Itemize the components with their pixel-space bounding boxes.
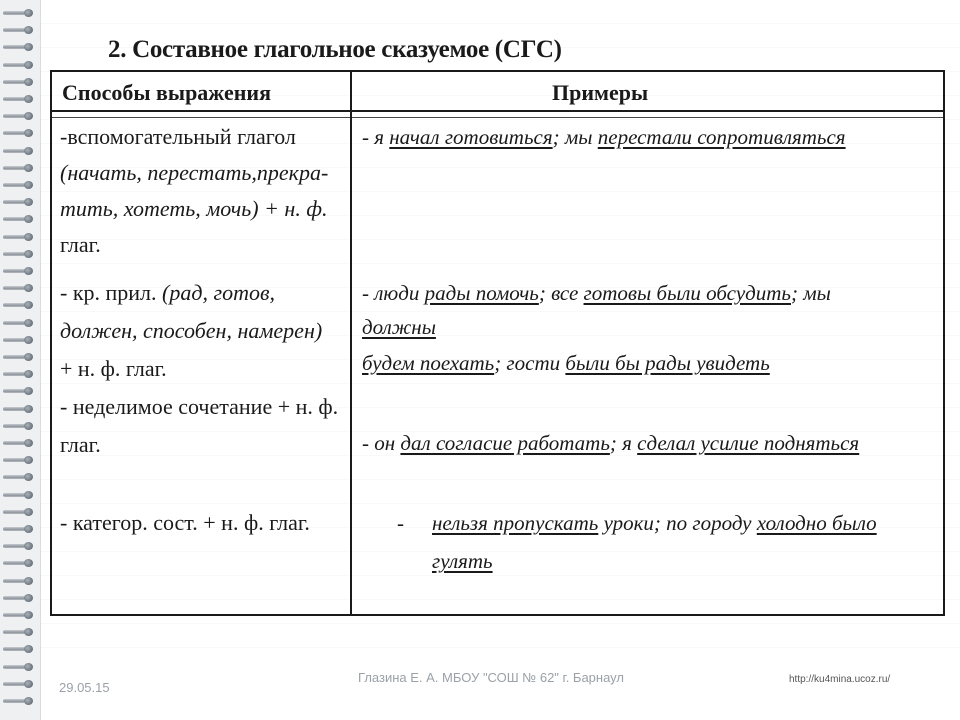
example-line-3 bbox=[362, 312, 436, 342]
method-line-1: -вспомогательный глагол bbox=[60, 124, 296, 149]
footer-author: Глазина Е. А. МБОУ "СОШ № 62" г. Барнаул bbox=[358, 670, 624, 685]
ring-wire bbox=[3, 475, 25, 479]
ring-wire bbox=[3, 114, 25, 118]
header-methods: Способы выражения bbox=[62, 80, 271, 105]
binding-ring bbox=[3, 696, 37, 706]
ring-hole bbox=[24, 456, 33, 464]
ring-wire bbox=[3, 441, 25, 445]
ring-hole bbox=[24, 61, 33, 69]
method-line-3-text: тить, хотеть, мочь) + н. ф. bbox=[60, 196, 328, 221]
ring-wire bbox=[3, 510, 25, 514]
method-line-5 bbox=[60, 278, 275, 308]
example-predicate: холодно было bbox=[756, 511, 877, 535]
ring-wire bbox=[3, 321, 25, 325]
ring-hole bbox=[24, 181, 33, 189]
method-line-9: глаг. bbox=[60, 432, 101, 457]
ring-hole bbox=[24, 439, 33, 447]
binding-ring bbox=[3, 25, 37, 35]
method-line-8: - неделимое сочетание + н. ф. bbox=[60, 394, 339, 419]
header-examples: Примеры bbox=[552, 80, 649, 105]
binding-ring bbox=[3, 146, 37, 156]
ring-hole bbox=[24, 370, 33, 378]
example-text: ; я bbox=[609, 431, 638, 455]
ring-wire bbox=[3, 303, 25, 307]
ring-hole bbox=[24, 353, 33, 361]
method-line-6: должен, способен, намерен) bbox=[60, 318, 323, 343]
example-predicate: нельзя пропускать bbox=[432, 511, 599, 535]
ring-wire bbox=[3, 424, 25, 428]
binding-ring bbox=[3, 8, 37, 18]
example-dash: - люди bbox=[362, 281, 425, 305]
binding-ring bbox=[3, 679, 37, 689]
binding-ring bbox=[3, 352, 37, 362]
ring-wire bbox=[3, 131, 25, 135]
ring-wire bbox=[3, 647, 25, 651]
ring-wire bbox=[3, 200, 25, 204]
binding-ring bbox=[3, 111, 37, 121]
ring-hole bbox=[24, 473, 33, 481]
binding-ring bbox=[3, 249, 37, 259]
ring-wire bbox=[3, 235, 25, 239]
ring-hole bbox=[24, 43, 33, 51]
ring-wire bbox=[3, 372, 25, 376]
ring-hole bbox=[24, 611, 33, 619]
binding-ring bbox=[3, 266, 37, 276]
binding-ring bbox=[3, 472, 37, 482]
page-title: 2. Составное глагольное сказуемое (СГС) bbox=[108, 36, 562, 63]
ring-wire bbox=[3, 269, 25, 273]
ring-wire bbox=[3, 389, 25, 393]
ring-wire bbox=[3, 45, 25, 49]
ring-hole bbox=[24, 198, 33, 206]
binding-ring bbox=[3, 60, 37, 70]
ring-wire bbox=[3, 613, 25, 617]
footer-date: 29.05.15 bbox=[59, 680, 110, 695]
example-predicate: гулять bbox=[432, 549, 493, 573]
ring-hole bbox=[24, 405, 33, 413]
example-predicate: должны bbox=[362, 315, 436, 339]
ring-wire bbox=[3, 699, 25, 703]
binding-ring bbox=[3, 455, 37, 465]
ring-hole bbox=[24, 663, 33, 671]
example-text: ; мы bbox=[552, 125, 598, 149]
example-predicate: сделал усилие подняться bbox=[637, 431, 860, 455]
ring-hole bbox=[24, 267, 33, 275]
ring-wire bbox=[3, 252, 25, 256]
ring-wire bbox=[3, 166, 25, 170]
ring-wire bbox=[3, 458, 25, 462]
notebook-binding bbox=[0, 0, 41, 720]
ring-hole bbox=[24, 26, 33, 34]
example-line-1 bbox=[362, 122, 846, 152]
ring-hole bbox=[24, 319, 33, 327]
binding-ring bbox=[3, 128, 37, 138]
ring-hole bbox=[24, 577, 33, 585]
footer-url[interactable]: http://ku4mina.ucoz.ru/ bbox=[789, 674, 891, 685]
ring-hole bbox=[24, 95, 33, 103]
ring-wire bbox=[3, 544, 25, 548]
example-dash: - он bbox=[362, 431, 401, 455]
example-dash: - я bbox=[362, 125, 390, 149]
binding-ring bbox=[3, 197, 37, 207]
ring-hole bbox=[24, 336, 33, 344]
binding-ring bbox=[3, 94, 37, 104]
example-predicate: готовы были обсудить bbox=[583, 281, 791, 305]
binding-ring bbox=[3, 42, 37, 52]
ring-hole bbox=[24, 697, 33, 705]
ring-wire bbox=[3, 80, 25, 84]
ring-hole bbox=[24, 542, 33, 550]
ring-wire bbox=[3, 630, 25, 634]
ring-wire bbox=[3, 682, 25, 686]
expression-table bbox=[50, 70, 945, 616]
ring-wire bbox=[3, 286, 25, 290]
example-predicate: начал готовиться bbox=[389, 125, 553, 149]
method-line-10: - категор. сост. + н. ф. глаг. bbox=[60, 510, 310, 535]
binding-ring bbox=[3, 163, 37, 173]
ring-hole bbox=[24, 112, 33, 120]
binding-ring bbox=[3, 232, 37, 242]
method-line-3 bbox=[60, 194, 327, 224]
example-text: уроки; по городу bbox=[598, 511, 757, 535]
binding-ring bbox=[3, 318, 37, 328]
ring-hole bbox=[24, 387, 33, 395]
ring-wire bbox=[3, 217, 25, 221]
binding-ring bbox=[3, 438, 37, 448]
binding-ring bbox=[3, 576, 37, 586]
binding-ring bbox=[3, 386, 37, 396]
ring-wire bbox=[3, 338, 25, 342]
ring-wire bbox=[3, 149, 25, 153]
binding-ring bbox=[3, 283, 37, 293]
ring-wire bbox=[3, 183, 25, 187]
ring-wire bbox=[3, 527, 25, 531]
ring-hole bbox=[24, 628, 33, 636]
example-text: ; гости bbox=[494, 351, 566, 375]
ring-hole bbox=[24, 129, 33, 137]
ring-hole bbox=[24, 250, 33, 258]
ring-hole bbox=[24, 284, 33, 292]
ring-hole bbox=[24, 215, 33, 223]
example-text: ; все bbox=[538, 281, 584, 305]
ring-hole bbox=[24, 233, 33, 241]
binding-ring bbox=[3, 369, 37, 379]
binding-ring bbox=[3, 644, 37, 654]
binding-ring bbox=[3, 524, 37, 534]
method-line-5-italic: (рад, готов, bbox=[162, 280, 276, 305]
ring-hole bbox=[24, 508, 33, 516]
binding-ring bbox=[3, 214, 37, 224]
binding-ring bbox=[3, 490, 37, 500]
example-line-5 bbox=[362, 428, 859, 458]
ring-wire bbox=[3, 561, 25, 565]
binding-ring bbox=[3, 610, 37, 620]
ring-wire bbox=[3, 596, 25, 600]
ring-wire bbox=[3, 97, 25, 101]
ring-wire bbox=[3, 355, 25, 359]
binding-ring bbox=[3, 335, 37, 345]
ring-wire bbox=[3, 11, 25, 15]
example-line-7 bbox=[432, 546, 493, 576]
example-line-4 bbox=[362, 348, 770, 378]
binding-ring bbox=[3, 77, 37, 87]
example-line-6-content bbox=[432, 508, 877, 538]
method-line-7: + н. ф. глаг. bbox=[60, 356, 167, 381]
header-divider-secondary bbox=[52, 117, 943, 118]
binding-ring bbox=[3, 421, 37, 431]
example-dash: - bbox=[397, 511, 404, 535]
ring-wire bbox=[3, 493, 25, 497]
ring-hole bbox=[24, 491, 33, 499]
binding-ring bbox=[3, 180, 37, 190]
slide-footer bbox=[41, 668, 960, 720]
example-predicate: перестали сопротивляться bbox=[597, 125, 846, 149]
binding-ring bbox=[3, 541, 37, 551]
ring-hole bbox=[24, 164, 33, 172]
binding-ring bbox=[3, 300, 37, 310]
ring-hole bbox=[24, 301, 33, 309]
ring-hole bbox=[24, 594, 33, 602]
ring-hole bbox=[24, 525, 33, 533]
method-line-2: (начать, перестать,прекра- bbox=[60, 160, 329, 185]
ring-hole bbox=[24, 559, 33, 567]
ring-hole bbox=[24, 422, 33, 430]
method-line-5-text: - кр. прил. bbox=[60, 280, 163, 305]
ring-wire bbox=[3, 665, 25, 669]
example-predicate: были бы рады увидеть bbox=[565, 351, 770, 375]
ring-wire bbox=[3, 579, 25, 583]
binding-ring bbox=[3, 593, 37, 603]
column-divider bbox=[350, 72, 352, 614]
ring-hole bbox=[24, 680, 33, 688]
ring-hole bbox=[24, 147, 33, 155]
binding-ring bbox=[3, 627, 37, 637]
ring-wire bbox=[3, 28, 25, 32]
method-line-4: глаг. bbox=[60, 232, 101, 257]
example-line-2 bbox=[362, 278, 831, 308]
header-divider bbox=[52, 110, 943, 112]
binding-ring bbox=[3, 558, 37, 568]
ring-wire bbox=[3, 63, 25, 67]
binding-ring bbox=[3, 507, 37, 517]
ring-hole bbox=[24, 78, 33, 86]
example-predicate: дал согласие работать bbox=[400, 431, 610, 455]
binding-ring bbox=[3, 662, 37, 672]
ring-wire bbox=[3, 407, 25, 411]
example-predicate: рады помочь bbox=[424, 281, 539, 305]
ring-hole bbox=[24, 645, 33, 653]
example-text: ; мы bbox=[790, 281, 831, 305]
ring-hole bbox=[24, 9, 33, 17]
example-line-6 bbox=[397, 508, 404, 538]
binding-ring bbox=[3, 404, 37, 414]
example-predicate: будем поехать bbox=[362, 351, 495, 375]
